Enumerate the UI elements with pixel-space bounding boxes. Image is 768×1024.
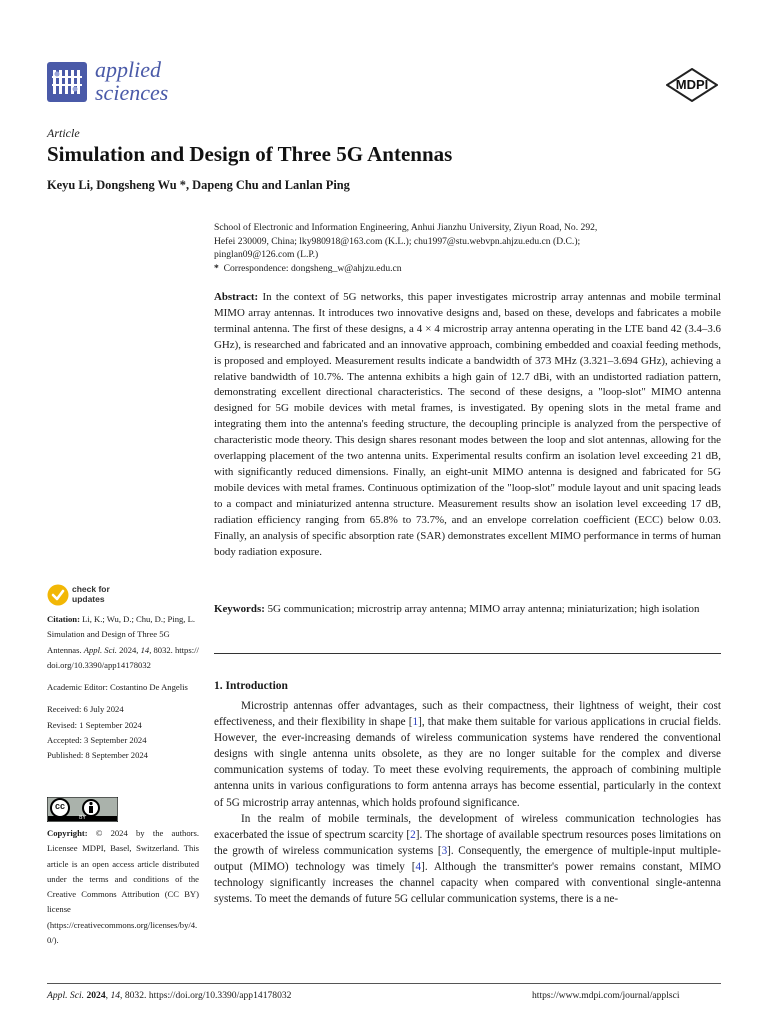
reference-link[interactable]: 1 (412, 716, 419, 729)
abstract (214, 290, 721, 560)
publisher-logo (666, 68, 718, 102)
affiliation-line: Hefei 230009, China; lky980918@163.com (K.L.); chu1997@stu.webvpn.ahjzu.edu.cn (D.C.); (214, 235, 581, 247)
abstract-text: In the context of 5G networks, this paper investigates microstrip array antennas and mobile terminal MIMO array antennas. It introduces two innovative designs and, based on these, develops and fabricates a mobile terminal antenna. The first of these designs, a 4 × 4 microstrip array antenna operating in the LTE band 42 (3.4–3.6 GHz), is researched and fabricated and an innovative approach, combining embedded and coaxial feeding methods, is proposed and employed. Measurement results indicate a bandwidth of 373 MHz (3.321–3.694 GHz), achieving a relative bandwidth of 10.7%. The antenna exhibits a high gain of 12.7 dBi, with an undistorted radiation pattern, demonstrating excellent directional characteristics. The second of these designs, a "loop-slot" MIMO antenna designed for 5G mobile devices with metal frames, is investigated. By opening slots in the metal frame and integrating them into the antenna's feeding structure, the decoupling principle is analyzed from the perspective of characteristic mode theory. This design shares resonant modes between the loop and slot antennas, allowing for the overlapping placement of the two antenna units. Experimental results confirm an isolation level exceeding 21 dB, with significantly reduced dimensions. Finally, an eight-unit MIMO antenna is designed and fabricated for 5G mobile devices with metal frames. Continuous optimization of the "loop-slot" module layout and unit spacing leads to a compact and miniaturized antenna structure. Measurement results show an isolation level exceeding 17 dB, radiation efficiency ranging from 65.8% to 73.7%, and an envelope correlation coefficient (ECC) below 0.03. Finally, an analysis of specific absorption rate (SAR) demonstrates excellent MIMO performance in terms of human body radiation exposure. (214, 291, 721, 558)
author-list: Keyu Li, Dongsheng Wu *, Dapeng Chu and Lanlan Ping (47, 178, 350, 192)
cc-by-license-badge[interactable] (47, 797, 118, 822)
text-run: ]. The shortage of available spectrum resources poses limitations on the growth of wireless communication systems [ (214, 828, 721, 857)
citation-volume: 14 (140, 644, 150, 655)
citation-journal: Appl. Sci. (83, 644, 117, 655)
copyright-label: Copyright: (47, 828, 88, 838)
intro-body (214, 698, 721, 907)
published-date: Published: 8 September 2024 (47, 750, 148, 761)
citation-label: Citation: (47, 614, 80, 624)
revised-date: Revised: 1 September 2024 (47, 719, 142, 730)
reference-link[interactable]: 2 (410, 828, 416, 841)
check-for-updates-button[interactable] (47, 584, 122, 606)
journal-name (95, 58, 168, 104)
footer-journal: Appl. Sci. (47, 990, 85, 1001)
cc-by-label: BY (79, 815, 86, 821)
text-run: ]. Consequently, the emergence of multiple-input multiple-output (MIMO) technology was timely [ (214, 844, 721, 873)
text-run: Microstrip antennas offer advantages, such as their compactness, their lightness of weight, their cost effectiveness, and their flexibility in shape [ (214, 700, 721, 729)
paragraph (214, 811, 721, 908)
footer-doi[interactable]: , 8032. https://doi.org/10.3390/app14178032 (120, 990, 292, 1001)
affiliation-line: pinglan09@126.com (L.P.) (214, 249, 319, 261)
citation-year: 2024 (119, 644, 137, 655)
reference-link[interactable]: 3 (441, 844, 448, 857)
journal-logo-icon (47, 62, 87, 102)
footer-citation: Appl. Sci. 2024, 14, 8032. https://doi.org/10.3390/app14178032 (47, 990, 292, 1001)
article-type: Article (47, 126, 80, 140)
affiliation-block (214, 221, 734, 275)
correspondence-line (214, 262, 734, 276)
footer-journal-url[interactable]: https://www.mdpi.com/journal/applsci (532, 990, 680, 1001)
journal-name-line1: applied (95, 57, 161, 82)
keywords (214, 602, 721, 618)
copyright-text: © 2024 by the authors. Licensee MDPI, Basel, Switzerland. This article is an open access article distributed under the terms and conditions of the Creative Commons Attribution (CC BY) license (https://creativecommons.org/licenses/by/4.0/). (47, 828, 199, 946)
publisher-name: MDPI (675, 77, 709, 92)
check-updates-label: updates (72, 594, 105, 604)
citation-pages: , 8032. (149, 644, 173, 655)
keywords-label: Keywords: (214, 603, 265, 615)
received-date: Received: 6 July 2024 (47, 704, 124, 715)
reference-link[interactable]: 4 (415, 860, 422, 873)
article-info-sidebar (47, 612, 199, 771)
cc-logo-text: cc (54, 801, 65, 811)
check-updates-label: check for (72, 584, 110, 594)
journal-name-line2: sciences (95, 80, 169, 105)
footer-volume: 14 (110, 990, 121, 1001)
section-divider (214, 653, 721, 654)
text-run: In the realm of mobile terminals, the development of wireless communication technologies has exacerbated the issue of spectrum scarcity [ (214, 812, 721, 841)
text-run: ]. Although the transmitter's power remains constant, MIMO technology significantly increases the channel capacity when compared with conventional single-antenna systems. To meet the demands of future 5G cellular communication systems, there is a ne- (214, 860, 721, 906)
academic-editor: Academic Editor: Costantino De Angelis (47, 682, 188, 693)
history-dates (47, 702, 199, 763)
text-run: ], that make them suitable for various applications in crucial fields. However, the ever-increasing demands of wireless communication systems have rendered the conventional designs with single antenna units obsolete, as they are no longer suitable for the complex and diverse communication systems of today. To meet these evolving requirements, the approach of combining multiple antenna units in various configurations to form antenna arrays has become essential, particularly in the context of 5G microstrip array antennas, which holds profound significance. (214, 716, 721, 809)
paragraph (214, 698, 721, 811)
copyright-notice (47, 826, 199, 948)
article-title: Simulation and Design of Three 5G Antennas (47, 142, 453, 166)
citation: Citation: Li, K.; Wu, D.; Chu, D.; Ping, L. Simulation and Design of Three 5G Antennas. Appl. Sci. 2024, 14, 8032. https://doi.org/10.3390/app14178032 (47, 614, 199, 670)
correspondence-email: Correspondence: dongsheng_w@ahjzu.edu.cn (223, 262, 402, 274)
footer-divider (47, 983, 721, 984)
accepted-date: Accepted: 3 September 2024 (47, 735, 147, 746)
citation-doi-link[interactable]: https://doi.org/10.3390/app14178032 (47, 644, 199, 670)
abstract-label: Abstract: (214, 291, 259, 303)
citation-text: Li, K.; Wu, D.; Chu, D.; Ping, L. Simulation and Design of Three 5G Antennas. (47, 614, 195, 655)
section-heading: 1. Introduction (214, 680, 288, 692)
check-updates-icon (47, 584, 69, 606)
footer-year: 2024 (86, 990, 106, 1001)
correspondence-mark: * (214, 262, 219, 274)
keywords-text: 5G communication; microstrip array antenna; MIMO array antenna; miniaturization; high isolation (267, 603, 700, 615)
affiliation-line: School of Electronic and Information Engineering, Anhui Jianzhu University, Ziyun Road, No. 292, (214, 222, 598, 233)
